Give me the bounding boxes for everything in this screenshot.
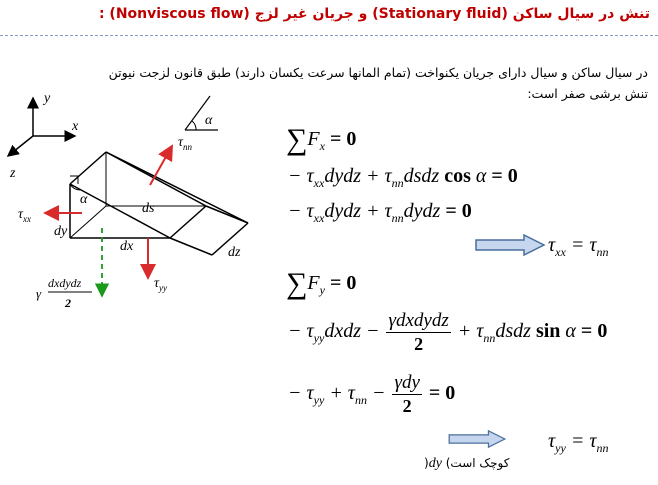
eq-x-balance-2-tau: − τ	[288, 200, 314, 222]
eq-sum-fx-rhs: = 0	[329, 128, 357, 150]
tau-yy-subscript: yy	[159, 283, 168, 293]
dz-label: dz	[228, 245, 241, 260]
tau-xx-label: τ	[18, 207, 24, 222]
angle-inset	[185, 96, 218, 130]
svg-text:τyy	[154, 276, 167, 293]
axis-y-label: y	[44, 91, 51, 106]
axis-x-label: x	[72, 119, 79, 134]
eq-sum-fy-sub: y	[319, 283, 325, 297]
svg-text:τnn	[178, 135, 193, 152]
note-text: کوچک است)	[445, 456, 510, 470]
note-open-paren: (	[424, 456, 429, 470]
tau-xx-arrow	[18, 207, 82, 224]
eq-y-balance-2: − $\tau_{yy} + \tau_{nn}$ − $\frac{\text{γdy}}{2}$ = 0	[288, 372, 456, 416]
tau-xx-subscript: xx	[23, 214, 32, 224]
axis-z-label: z	[10, 166, 16, 181]
title-divider	[0, 35, 658, 36]
eq-sum-fy-rhs: = 0	[329, 272, 357, 294]
eq-sum-fy-lhs: F	[307, 272, 320, 294]
dy-label: dy	[54, 224, 68, 239]
ds-label: ds	[142, 201, 155, 216]
weight-arrow	[36, 228, 102, 310]
coordinate-axes	[8, 91, 79, 181]
eq-y-balance-1: − $\tau_{yy}dxdz$ − $\frac{\text{γdxdydz}}{2}$ + $\tau_{nn}dsdz$ sin α = 0	[288, 310, 608, 354]
small-dy-note	[424, 456, 509, 472]
svg-text:τxx	[18, 207, 31, 224]
result-tyy-eq-tnn: $\tau_{yy} = \tau_{nn}$	[548, 430, 609, 455]
result-arrow-x	[474, 234, 546, 256]
fluid-element-diagram	[0, 88, 280, 318]
intro-line-2: تنش برشی صفر است:	[527, 86, 648, 101]
result-arrow-y	[446, 430, 508, 448]
result-txx-eq-tnn: $\tau_{xx} = \tau_{nn}$	[548, 234, 609, 259]
tau-yy-arrow	[148, 238, 167, 293]
tau-nn-subscript: nn	[183, 142, 193, 152]
eq-sum-fy: $\sum F_y = 0$	[286, 267, 357, 300]
eq-sum-fx: $\sum F_x = 0$	[286, 123, 357, 156]
intro-line-1: در سیال ساکن و سیال دارای جریان یکنواخت (تمام المانها سرعت یکسان دارند) طبق قانون لزجت نیوتن	[108, 65, 648, 80]
eq-sum-fx-sub: x	[319, 139, 325, 153]
weight-denominator: 2	[65, 296, 71, 310]
alpha-label: α	[80, 192, 88, 207]
eq-x-balance-2: − $\tau_{xx}dydz$ + $\tau_{nn}dydz = 0$	[288, 200, 472, 225]
weight-numerator: dxdydz	[48, 276, 82, 290]
tau-yy-label: τ	[154, 276, 160, 291]
result1-tau: τ	[548, 234, 556, 256]
eq-sum-fx-lhs: F	[307, 128, 320, 150]
tau-nn-label: τ	[178, 135, 184, 150]
gamma-label: γ	[36, 286, 42, 301]
eq-x-balance-1-tau: − τ	[288, 165, 314, 187]
eq-x-balance-1: − $\tau_{xx}dydz$ + $\tau_{nn}dsdz$ cos α = 0	[288, 165, 518, 190]
result2-tau: τ	[548, 430, 556, 452]
dx-label: dx	[120, 239, 134, 254]
note-var: dy	[428, 456, 442, 471]
alpha-inset-label: α	[205, 113, 213, 128]
slide-title: تنش در سیال ساکن (Stationary fluid) و جریان غیر لزج (Nonviscous flow) :	[98, 6, 650, 22]
